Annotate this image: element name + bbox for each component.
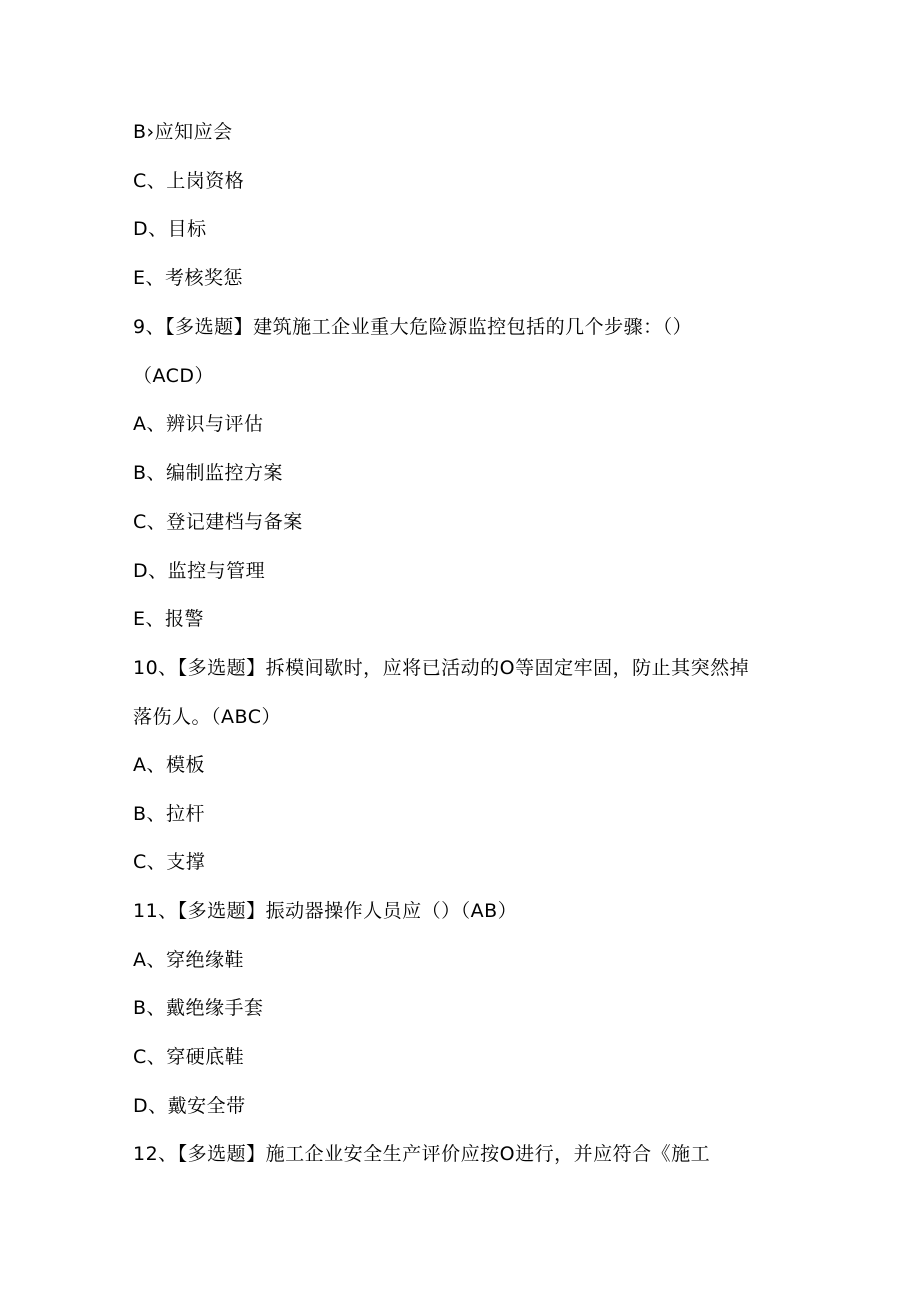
option-c-q11: C、穿硬底鞋 (133, 1046, 245, 1068)
option-a-q10: A、模板 (133, 754, 205, 776)
option-e-q8: E、考核奖惩 (133, 267, 244, 289)
question-12: 12、【多选题】施工企业安全生产评价应按O进行，并应符合《施工 (133, 1143, 711, 1165)
option-b-q9: B、编制监控方案 (133, 462, 284, 484)
question-10: 10、【多选题】拆模间歇时，应将已活动的O等固定牢固，防止其突然掉 (133, 657, 750, 679)
option-c-q10: C、支撑 (133, 851, 206, 873)
question-10-continued: 落伤人。（ABC） (133, 706, 281, 728)
option-b-q10: B、拉杆 (133, 803, 206, 825)
option-e-q9: E、报警 (133, 608, 205, 630)
option-d-q9: D、监控与管理 (133, 560, 266, 582)
option-a-q9: A、辨识与评估 (133, 413, 264, 435)
option-d-q8: D、目标 (133, 218, 207, 240)
question-11: 11、【多选题】振动器操作人员应（）（AB） (133, 900, 518, 922)
option-b-q8: B›应知应会 (133, 121, 233, 143)
option-a-q11: A、穿绝缘鞋 (133, 949, 244, 971)
option-c-q8: C、上岗资格 (133, 170, 245, 192)
option-c-q9: C、登记建档与备案 (133, 511, 303, 533)
option-b-q11: B、戴绝缘手套 (133, 997, 264, 1019)
question-9: 9、【多选题】建筑施工企业重大危险源监控包括的几个步骤：（） (133, 316, 693, 338)
option-d-q11: D、戴安全带 (133, 1095, 246, 1117)
answer-9: （ACD） (133, 365, 215, 387)
